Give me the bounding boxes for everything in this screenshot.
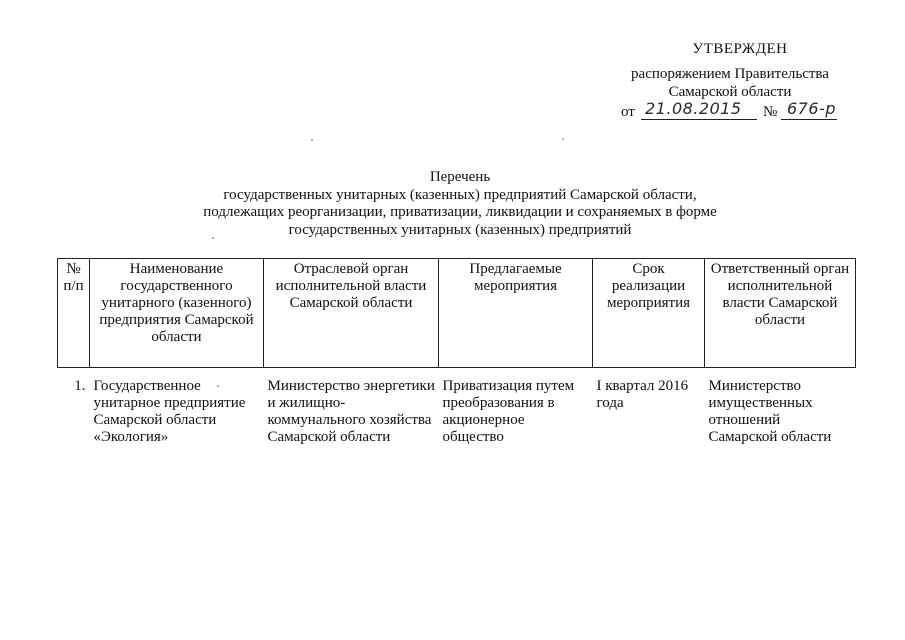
document-title — [160, 169, 760, 239]
cell-enterprise-name: Государственное унитарное предприятие Самарской области «Экология» — [93, 378, 246, 445]
cell-deadline: I квартал 2016 года — [596, 378, 689, 411]
scan-speck — [311, 139, 313, 141]
cell-number: 1. — [74, 378, 86, 394]
header-responsible-authority: Ответственный орган исполнительной власти Самарской области — [705, 259, 856, 368]
approval-by-line-1: распоряжением Правительства — [631, 66, 829, 82]
approval-date-number-line — [621, 101, 851, 121]
enterprises-table — [57, 258, 856, 446]
title-line-1: Перечень — [429, 169, 491, 185]
header-deadline: Срок реализации мероприятия — [593, 259, 705, 368]
cell-proposed-measures: Приватизация путем преобразования в акционерное общество — [442, 378, 575, 445]
date-underline — [641, 119, 757, 120]
number-underline — [781, 119, 837, 120]
handwritten-date: 21.08.2015 — [645, 99, 742, 118]
from-label: от — [621, 104, 635, 120]
header-industry-authority: Отраслевой орган исполнительной власти Самарской области — [264, 259, 439, 368]
scan-speck — [212, 237, 214, 239]
header-enterprise-name: Наименование государственного унитарного (казенного) предприятия Самарской области — [90, 259, 264, 368]
scan-speck — [217, 385, 219, 387]
number-label: № — [763, 104, 778, 120]
header-number: № п/п — [58, 259, 90, 368]
handwritten-number: 676-р — [787, 99, 836, 118]
approval-by-line-2: Самарской области — [668, 84, 792, 100]
title-line-2: государственных унитарных (казенных) предприятий Самарской области, — [223, 186, 697, 203]
title-line-3: подлежащих реорганизации, приватизации, ликвидации и сохраняемых в форме — [203, 204, 717, 220]
cell-industry-authority: Министерство энергетики и жилищно-коммунального хозяйства Самарской области — [267, 378, 435, 445]
scan-speck — [562, 138, 564, 140]
cell-responsible-authority: Министерство имущественных отношений Самарской области — [708, 378, 832, 445]
approved-heading: УТВЕРЖДЕН — [692, 41, 788, 57]
table-row — [58, 368, 856, 447]
approval-block — [600, 40, 860, 101]
header-proposed-measures: Предлагаемые мероприятия — [439, 259, 593, 368]
title-line-4: государственных унитарных (казенных) предприятий — [288, 221, 632, 238]
table-header-row — [58, 259, 856, 368]
